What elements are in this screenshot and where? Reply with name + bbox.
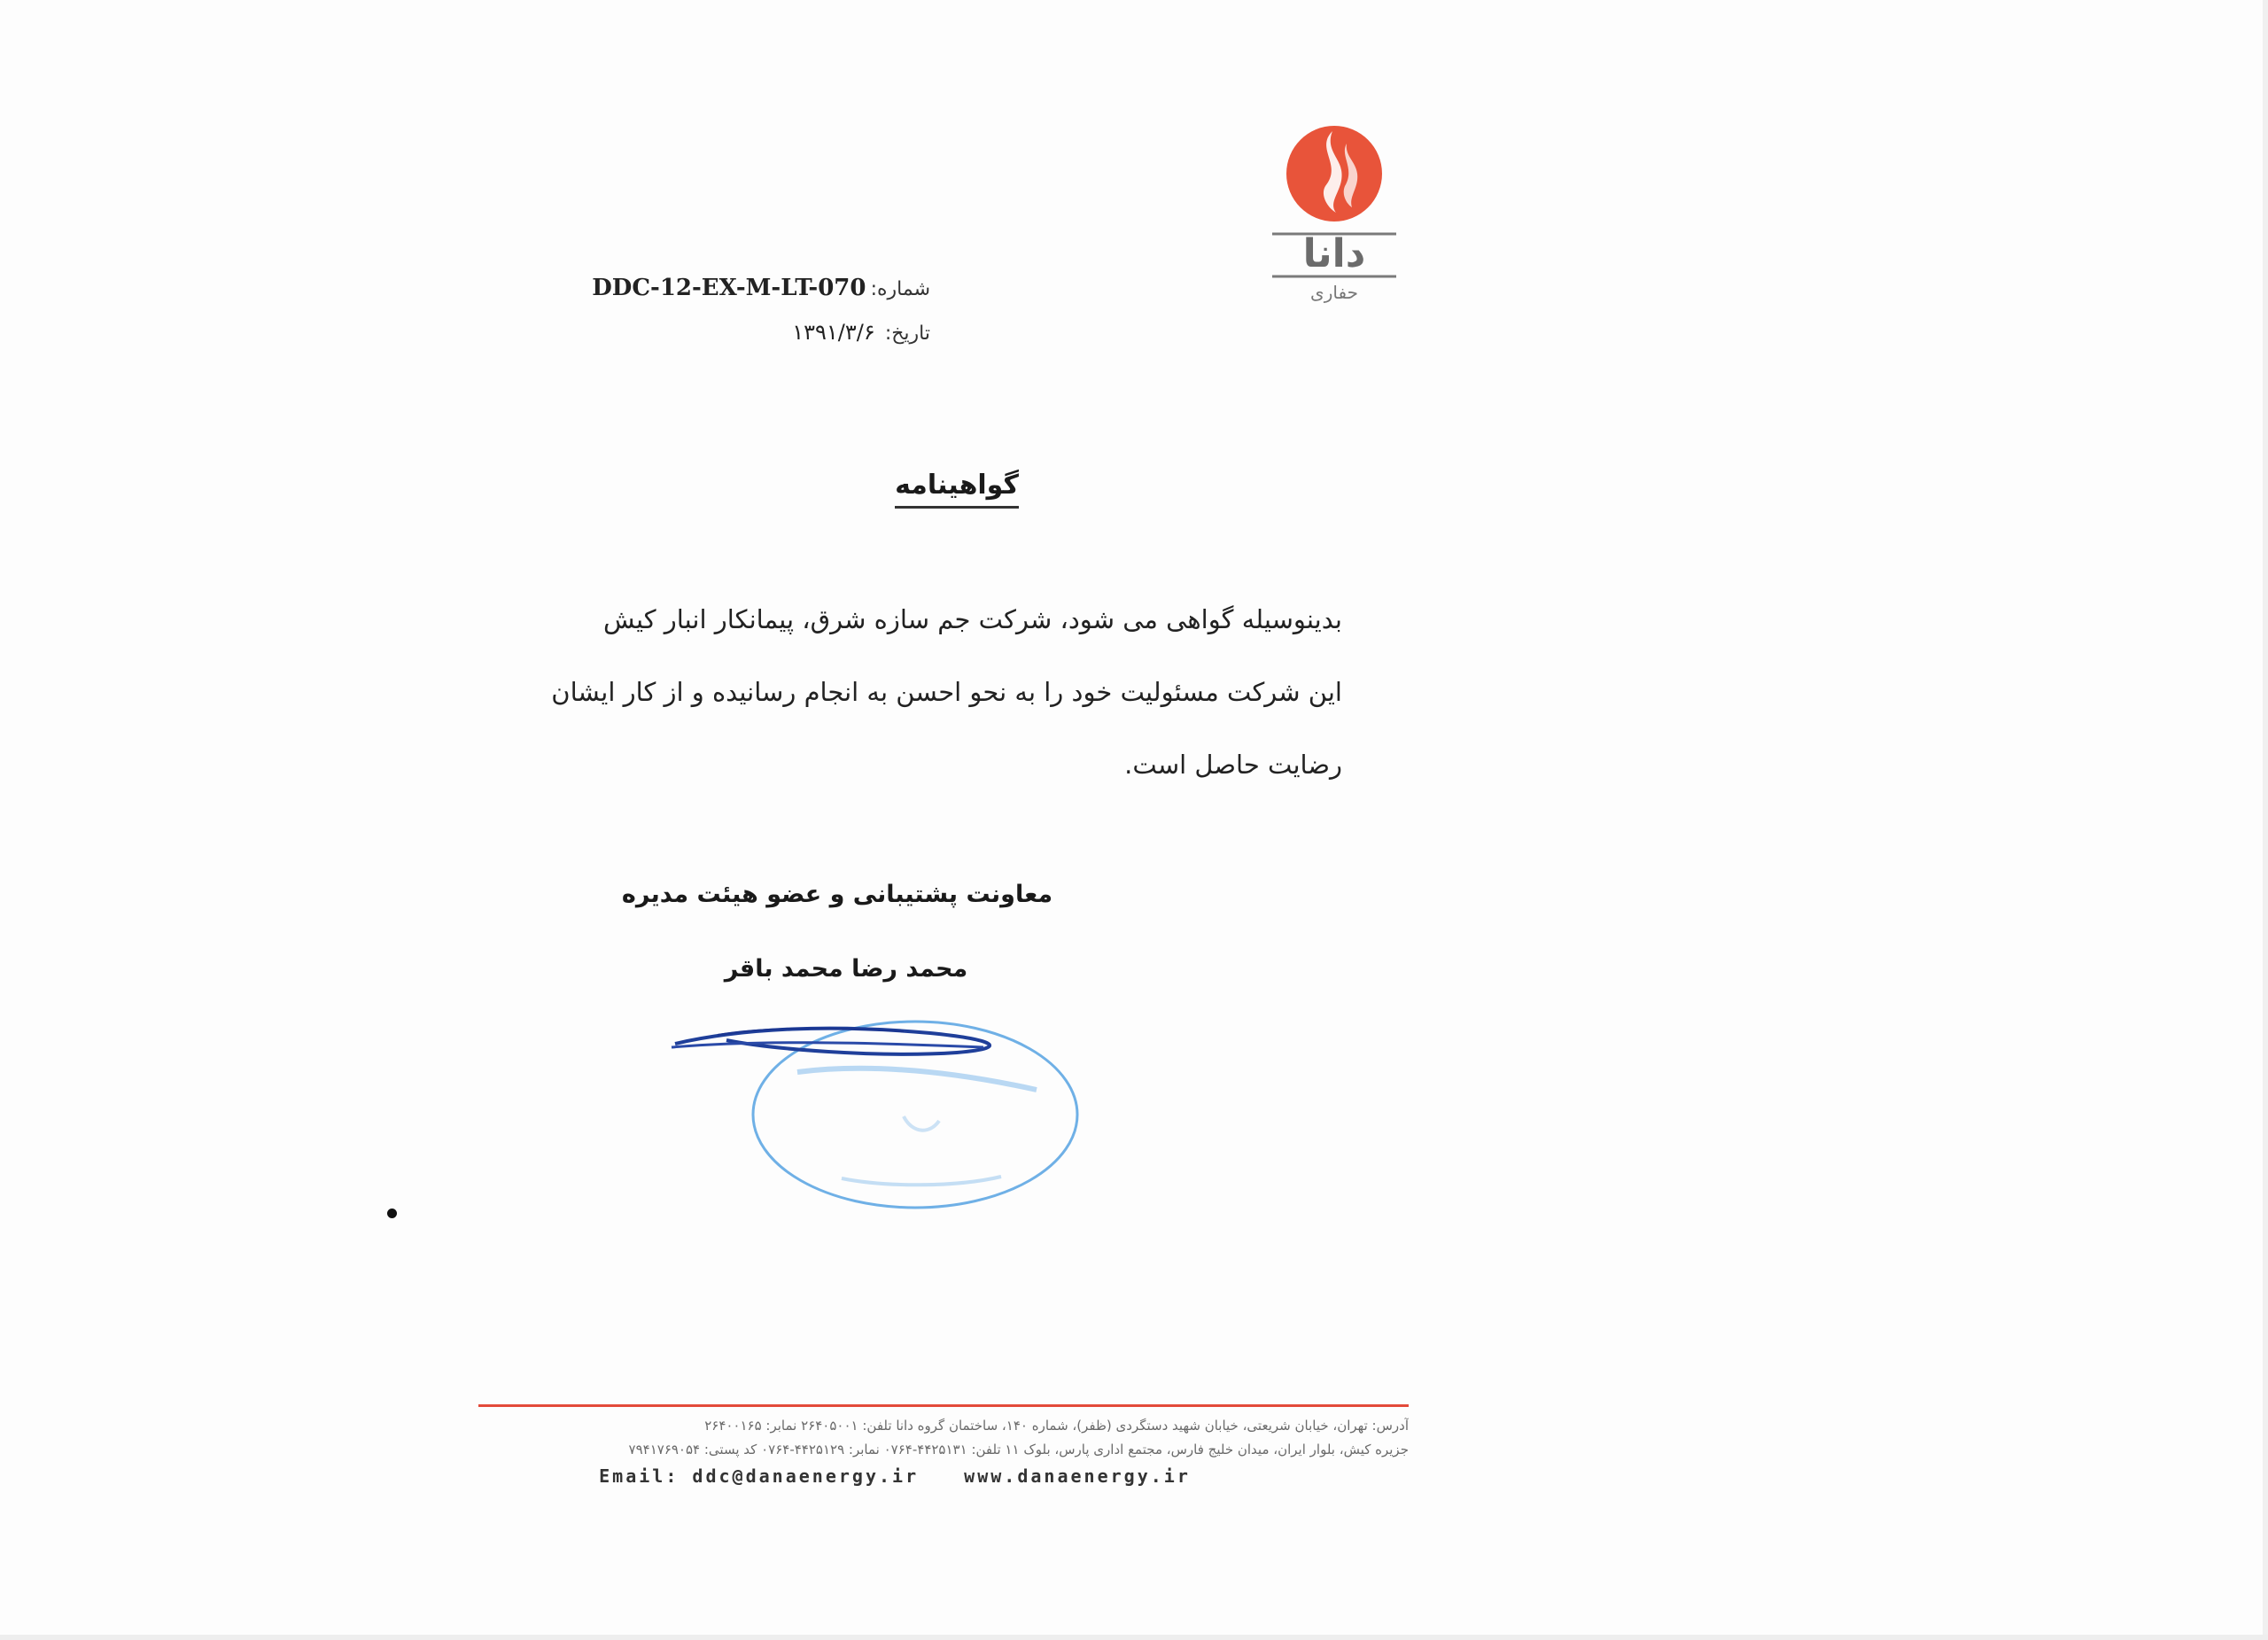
page-edge [0, 1635, 2268, 1640]
footer-rule [478, 1404, 1409, 1407]
footer-website: www.danaenergy.ir [964, 1465, 1191, 1487]
reference-date-row [567, 310, 930, 354]
body-line: بدینوسیله گواهی می شود، شرکت جم سازه شرق، پیمانکار انبار کیش [603, 604, 1342, 634]
letterhead-footer [478, 1404, 1409, 1487]
reference-number-row [567, 266, 930, 310]
reference-block [567, 266, 930, 354]
flame-logo-icon [1270, 113, 1398, 308]
stamp-icon [664, 1001, 1099, 1223]
footer-address-tehran: آدرس: تهران، خیابان شریعتی، خیابان شهید دستگردی (ظفر)، شماره ۱۴۰، ساختمان گروه دانا تلفن: ۲۶۴۰۵۰۰۱ نمابر: ۲۶۴۰۰۱۶۵ [704, 1418, 1409, 1434]
reference-date: ۱۳۹۱/۳/۶ [792, 320, 875, 345]
signatory-position: معاونت پشتیبانی و عضو هیئت مدیره [621, 881, 1053, 908]
logo-name: دانا [1302, 231, 1366, 276]
reference-number: DDC-12-EX-M-LT-070 [592, 275, 866, 301]
document-title [850, 470, 1063, 509]
reference-number-label: شماره: [870, 278, 930, 300]
body-line: رضایت حاصل است. [1124, 750, 1342, 780]
footer-email: Email: ddc@danaenergy.ir [599, 1465, 920, 1487]
page-edge [2263, 0, 2268, 1640]
signature-and-stamp [664, 1001, 1099, 1223]
company-logo [1270, 113, 1398, 308]
body-line: این شرکت مسئولیت خود را به نحو احسن به انجام رسانیده و از کار ایشان [551, 677, 1342, 707]
footer-contact [478, 1465, 1409, 1487]
logo-subtitle: حفاری [1310, 282, 1358, 303]
footer-address-kish: جزیره کیش، بلوار ایران، میدان خلیج فارس، مجتمع اداری پارس، بلوک ۱۱ تلفن: ۴۴۲۵۱۳۱-۰۷۶۴ نمابر: ۴۴۲۵۱۲۹-۰۷۶۴ کد پستی: ۷۹۴۱۷۶۹۰۵۴ [628, 1442, 1409, 1457]
signatory-name: محمد رضا محمد باقر [724, 955, 968, 983]
document-title-text: گواهینامه [895, 470, 1019, 509]
reference-date-label: تاریخ: [884, 323, 930, 345]
letter-body [551, 589, 1342, 807]
ink-mark [387, 1209, 397, 1218]
